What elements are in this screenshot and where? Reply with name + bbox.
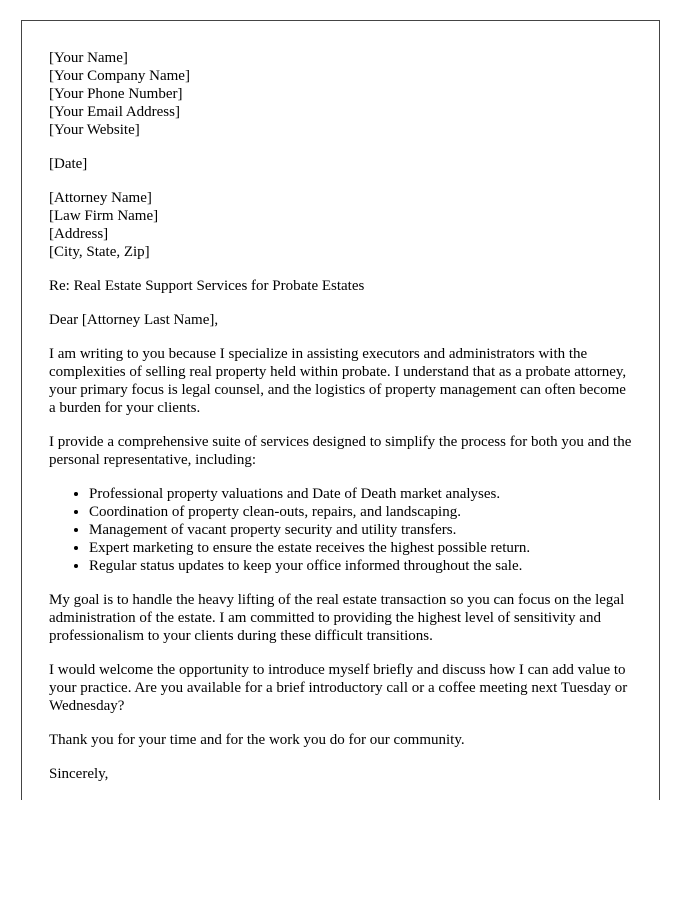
sender-phone: [Your Phone Number] xyxy=(49,86,183,102)
recipient-firm: [Law Firm Name] xyxy=(49,208,159,224)
letter-page xyxy=(21,20,660,800)
recipient-city-state-zip: [City, State, Zip] xyxy=(49,244,150,260)
list-item: • Regular status updates to keep your office informed throughout the sale. xyxy=(89,557,634,575)
sender-email: [Your Email Address] xyxy=(49,104,180,120)
services-intro-paragraph: I provide a comprehensive suite of services designed to simplify the process for both you and the personal representative, including: xyxy=(49,434,632,468)
sender-company: [Your Company Name] xyxy=(49,68,190,84)
list-item: • Professional property valuations and Date of Death market analyses. xyxy=(89,485,634,503)
salutation: Dear [Attorney Last Name], xyxy=(49,312,219,328)
recipient-block xyxy=(49,189,634,261)
subject-line: Re: Real Estate Support Services for Probate Estates xyxy=(49,278,365,294)
recipient-name: [Attorney Name] xyxy=(49,190,152,206)
list-item: • Management of vacant property security and utility transfers. xyxy=(89,521,634,539)
list-item: • Expert marketing to ensure the estate receives the highest possible return. xyxy=(89,539,634,557)
closing-line: Sincerely, xyxy=(49,766,109,782)
letter-body xyxy=(49,49,634,799)
sender-name: [Your Name] xyxy=(49,50,128,66)
thanks-paragraph: Thank you for your time and for the work you do for our community. xyxy=(49,732,465,748)
date-line: [Date] xyxy=(49,156,88,172)
services-list xyxy=(49,485,634,575)
sender-block xyxy=(49,49,634,139)
intro-paragraph: I am writing to you because I specialize in assisting executors and administrators with the complexities of selling real property held within probate. I understand that as a probate attorney, your primary focus is legal counsel, and the logistics of property management can often become a burden for your clients. xyxy=(49,346,627,416)
call-to-action-paragraph: I would welcome the opportunity to introduce myself briefly and discuss how I can add value to your practice. Are you available for a brief introductory call or a coffee meeting next Tuesday or Wednesday? xyxy=(49,662,628,714)
goal-paragraph: My goal is to handle the heavy lifting of the real estate transaction so you can focus on the legal administration of the estate. I am committed to providing the highest level of sensitivity and professionalism to your clients during these difficult transitions. xyxy=(49,592,625,644)
sender-website: [Your Website] xyxy=(49,122,140,138)
list-item: • Coordination of property clean-outs, repairs, and landscaping. xyxy=(89,503,634,521)
recipient-address: [Address] xyxy=(49,226,109,242)
